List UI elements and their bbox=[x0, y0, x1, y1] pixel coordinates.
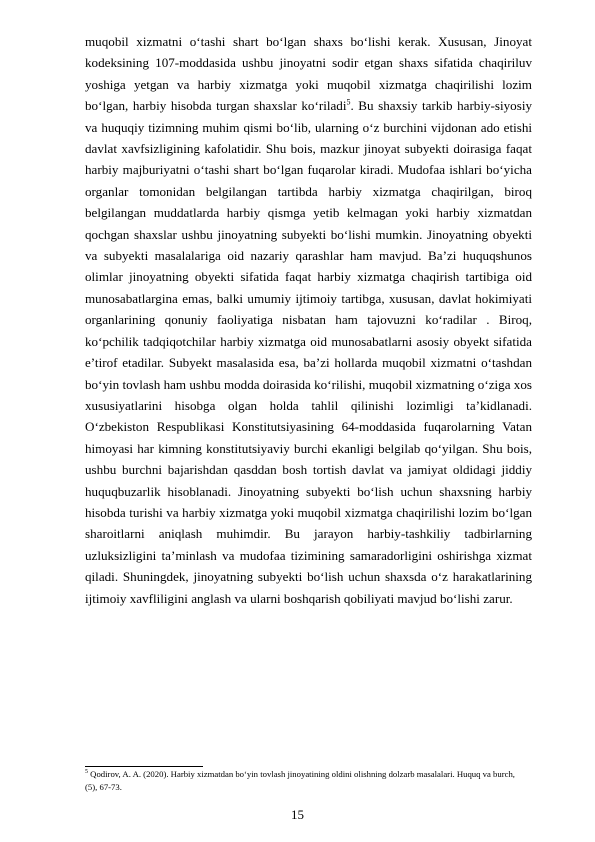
footnote-marker: 5 bbox=[85, 769, 88, 776]
page-number: 15 bbox=[291, 807, 304, 822]
footnote-separator bbox=[85, 766, 203, 767]
footnote bbox=[85, 768, 525, 793]
paragraph-text-part-1: muqobil xizmatni o‘tashi shart bo‘lgan shaxs bo‘lishi kerak. Xususan, Jinoyat kodeksining 107-moddasida ushbu jinoyatni sodir etgan shaxs sifatida chaqiriluv yoshiga yetgan va harbiy xizmatga yoki muqobil xizmatga chaqirilishi lozim bo‘lgan, harbiy hisobda turgan shaxslar ko‘riladi bbox=[85, 34, 532, 114]
footnote-reference[interactable]: 5 bbox=[346, 97, 351, 107]
footnote-text: Qodirov, A. A. (2020). Harbiy xizmatdan bo‘yin tovlash jinoyatining oldini olishning dolzarb masalalari. Huquq va burch, (5), 67-73. bbox=[85, 769, 515, 792]
paragraph-text-part-2: . Bu shaxsiy tarkib harbiy-siyosiy va huquqiy tizimning muhim qismi bo‘lib, ularning o‘z burchini vijdonan ado etishi davlat xavfsizligining kafolatidir. Shu bois, mazkur jinoyat subyekti doirasiga faqat harbiy majburiyatni o‘tashi shart bo‘lgan fuqarolar kiradi. Mudofaa ishlari bo‘yicha organlar tomonidan belgilangan tartibda harbiy xizmatga chaqirilgan, biroq belgilangan muddatlarda harbiy qismga yetib kelmagan yoki harbiy xizmatdan qochgan shaxslar ushbu jinoyatning subyekti bo‘lishi mumkin. Jinoyatning obyekti va subyekti masalalariga oid nazariy qarashlar ham mavjud. Ba’zi huquqshunos olimlar jinoyatning obyekti sifatida faqat harbiy xizmatga chaqirish tartibiga oid munosabatlargina emas, balki umumiy ijtimoiy tartibga, xususan, davlat hokimiyati organlarining qonuniy faoliyatiga nisbatan ham tajovuzni ko‘radilar . Biroq, ko‘pchilik tadqiqotchilar harbiy xizmatga oid munosabatlarni asosiy obyekt sifatida e’tirof etadilar. Subyekt masalasida esa, ba’zi hollarda muqobil xizmatni o‘tashdan bo‘yin tovlash ham ushbu modda doirasida ko‘rilishi, muqobil xizmatning o‘ziga xos xususiyatlarini hisobga olgan holda tahlil qilinishi lozimligi ta’kidlanadi. O‘zbekiston Respublikasi Konstitutsiyasining 64-moddasida fuqarolarning Vatan himoyasi har kimning konstitutsiyaviy burchi ekanligi belgilab qo‘yilgan. Shu bois, ushbu burchni bajarishdan qasddan bosh tortish davlat va jamiyat oldidagi jiddiy huquqbuzarlik hisoblanadi. Jinoyatning subyekti bo‘lish uchun shaxsning harbiy hisobda turishi va harbiy xizmatga yoki muqobil xizmatga chaqirilishi lozim bo‘lgan sharoitlarni aniqlash muhimdir. Bu jarayon harbiy-tashkiliy tadbirlarning uzluksizligini ta’minlash va mudofaa tizimining samaradorligini oshirishga xizmat qiladi. Shuningdek, jinoyatning subyekti bo‘lish uchun shaxsda o‘z harakatlarining ijtimoiy xavfliligini anglash va ularni boshqarish qobiliyati mavjud bo‘lishi zarur. bbox=[85, 98, 533, 606]
main-text-block bbox=[85, 31, 532, 609]
body-paragraph bbox=[85, 31, 532, 609]
